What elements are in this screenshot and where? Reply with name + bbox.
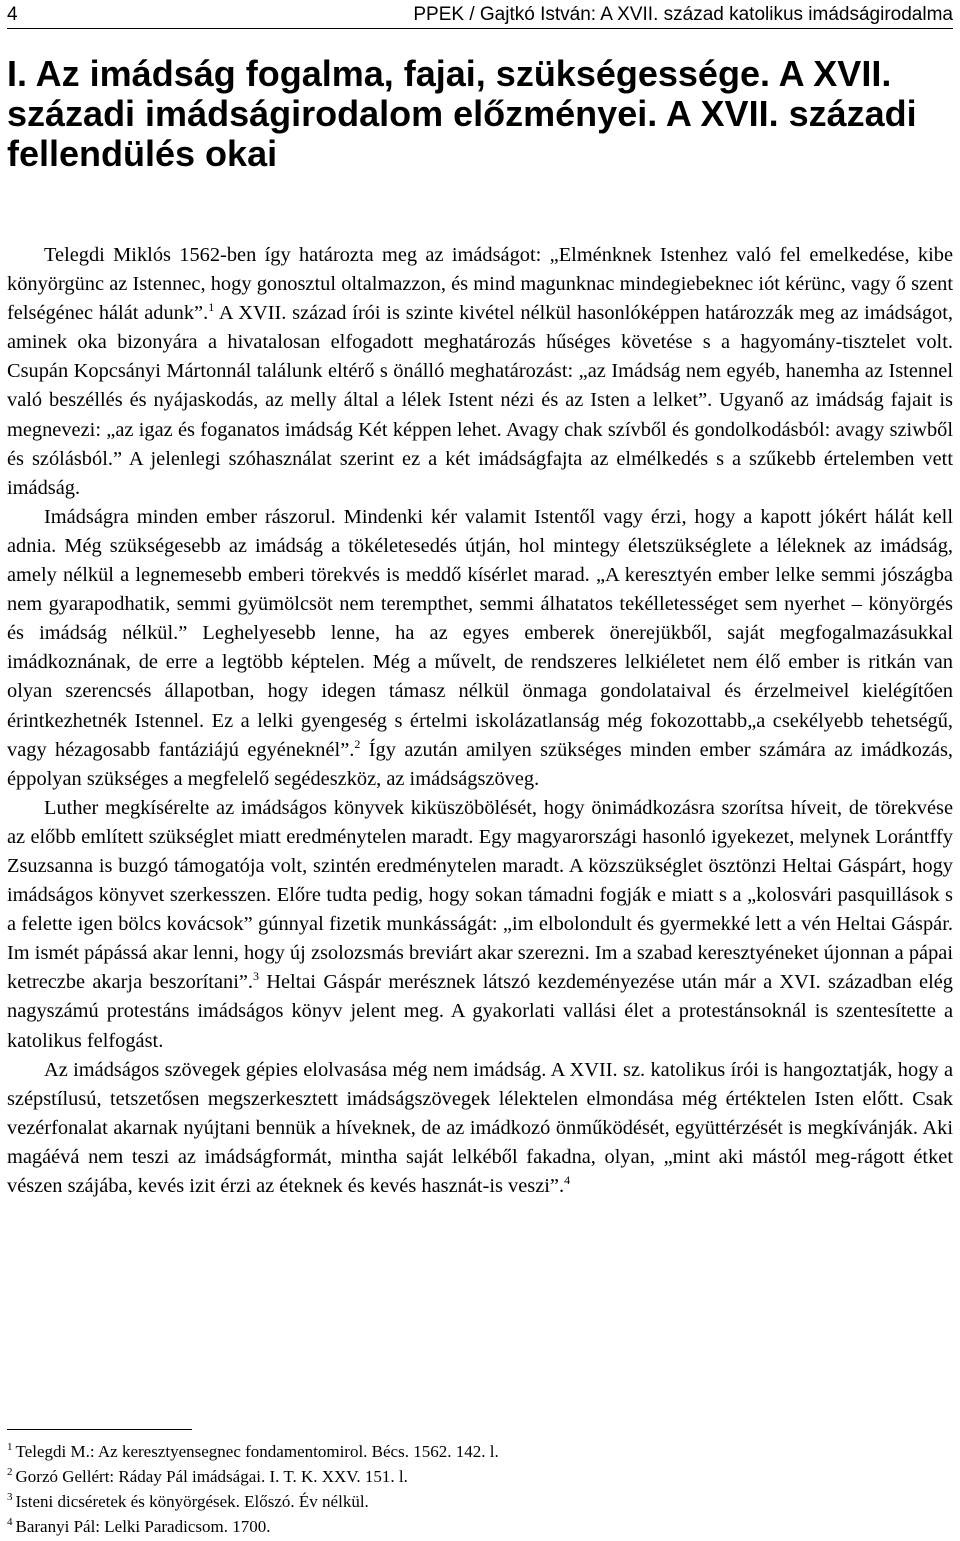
chapter-title: I. Az imádság fogalma, fajai, szükségessége. A XVII. századi imádságirodalom előzményei. A XVII. századi fellendülés okai [7, 53, 917, 174]
footnote-text: Isteni dicséretek és könyörgések. Előszó. Év nélkül. [15, 1492, 369, 1511]
page-number: 4 [7, 4, 18, 25]
footnote-number: 3 [7, 1491, 13, 1503]
footnote-1 [7, 1439, 953, 1464]
paragraph-3-text-b: Heltai Gáspár merésznek látszó kezdeményezése után már a XVI. században elég nagyszámú protestáns imádságos könyv jelent meg. A gyakorlati vallási élet a protestánsoknál is szentesítette a katolikus felfogást. [7, 971, 954, 1052]
footnote-ref-4[interactable]: 4 [564, 1173, 571, 1187]
running-title: PPEK / Gajtkó István: A XVII. század katolikus imádságirodalma [413, 4, 953, 25]
footnote-number: 4 [7, 1516, 13, 1528]
footnote-number: 1 [7, 1441, 13, 1453]
footnote-ref-1[interactable]: 1 [208, 300, 215, 315]
footnotes [7, 1439, 953, 1539]
running-header [7, 4, 953, 29]
paragraph-4-text-a: Az imádságos szövegek gépies elolvasása még nem imádság. A XVII. sz. katolikus írói is hangoztatják, hogy a szépstílusú, tetszetősen megszerkesztett imádságszövegek lélektelen elmondása még értéktelen Isten előtt. Csak vezérfonalat akarnak nyújtani bennük a híveknek, de az imádkozó önműködését, együttérzését is megkívánják. Aki magáévá nem teszi az imádságformát, mintha saját lelkéből fakadna, olyan, „mint aki mástól meg-rágott étket vészen szájába, kevés izit érzi az éteknek és kevés hasznát-is veszi”. [7, 1058, 953, 1197]
body-text [7, 241, 953, 1201]
paragraph-1-text-a: Telegdi Miklós 1562-ben így határozta meg az imádságot: „Elménknek Istenhez való fel emelkedése, kibe könyörgünc az Istennec, hogy gonosztul oltalmazzon, és mind magunknac mindegiebeknec iót kérünc, vagy ő szent felségénec hálát adunk”. [7, 244, 953, 325]
footnote-3 [7, 1489, 953, 1514]
footnote-2 [7, 1464, 953, 1489]
paragraph-1 [7, 241, 953, 503]
footnote-number: 2 [7, 1466, 13, 1478]
paragraph-3-text-a: Luther megkísérelte az imádságos könyvek kiküszöbölését, hogy önimádkozásra szorítsa híveit, de törekvése az előbb említett szükséglet miatt eredménytelen maradt. Egy magyarországi hasonló igyekezet, melynek Lorántffy Zsuzsanna is buzgó támogatója volt, szintén eredménytelen maradt. A közszükséglet ösztönzi Heltai Gáspárt, hogy imádságos könyvet szerkesszen. Előre tudta pedig, hogy sokan támadni fogják e miatt s a „kolosvári pasquillások s a felette igen bölcs kovácsok” gúnnyal fizetik munkásságát: „im elbolondult és gyermekké lett a vén Heltai Gáspár. Im ismét pápássá akar lenni, hogy új zsolozsmás breviárt akar szerezni. Im a szabad keresztyéneket újonnan a pápai ketreczbe akarja beszorítani”. [7, 796, 953, 994]
footnote-text: Telegdi M.: Az keresztyensegnec fondamentomirol. Bécs. 1562. 142. l. [15, 1442, 499, 1461]
paragraph-1-text-b: A XVII. század írói is szinte kivétel nélkül hasonlóképpen határozzák meg az imádságot, aminek oka bizonyára a hivatalosan elfogadott meghatározás hűséges követése s a hagyomány-tisztelet volt. Csupán Kopcsányi Mártonnál találunk eltérő s önálló meghatározást: „az Imádság nem egyéb, hanemha az Istennel való beszéllés és nyájaskodás, az melly által a lélek Istent nézi és az Isten a lelket”. Ugyanő az imádság fajait is megnevezi: „az igaz és foganatos imádság Két képpen lehet. Avagy chak szívből és gondolkodásból: avagy sziwből és szólásból.” A jelenlegi szóhasználat szerint ez a két imádságfajta az elmélkedés s a szűkebb értelemben vett imádság. [7, 302, 953, 499]
footnote-text: Gorzó Gellért: Ráday Pál imádságai. I. T. K. XXV. 151. l. [15, 1467, 408, 1486]
footnote-text: Baranyi Pál: Lelki Paradicsom. 1700. [15, 1517, 271, 1536]
footnote-ref-2[interactable]: 2 [354, 736, 361, 751]
paragraph-4 [7, 1056, 953, 1201]
footnote-divider [7, 1429, 192, 1430]
footnote-4 [7, 1514, 953, 1539]
paragraph-2 [7, 503, 953, 794]
footnote-ref-3[interactable]: 3 [253, 969, 260, 984]
paragraph-2-text-b: Így azután amilyen szükséges minden ember számára az imádkozás, éppolyan szükséges a megfelelő segédeszköz, az imádságszöveg. [7, 738, 953, 790]
paragraph-3 [7, 794, 953, 1056]
paragraph-2-text-a: Imádságra minden ember rászorul. Mindenki kér valamit Istentől vagy érzi, hogy a kapott jókért hálát kell adnia. Még szükségesebb az imádság a tökéletesedés útján, hol mintegy életszükséglete a léleknek az imádság, amely nélkül a legnemesebb emberi törekvés is meddő kísérlet marad. „A keresztyén ember lelke semmi jószágba nem gyarapodhatik, semmi gyümölcsöt nem terempthet, semmi álhatatos tekélletességet sem nyerhet – könyörgés és imádság nélkül.” Leghelyesebb lenne, ha az egyes emberek önerejükből, saját megfogalmazásukkal imádkoznának, de erre a legtöbb képtelen. Még a művelt, de rendszeres lelkiéletet nem élő ember is ritkán van olyan szerencsés állapotban, hogy idegen támasz nélkül önmaga gondolataival és érzelmeivel kielégítően érintkezhetnék Istennel. Ez a lelki gyengeség s értelmi iskolázatlanság még fokozottabb„a csekélyebb tehetségű, vagy hézagosabb fantáziájú egyéneknél”. [7, 505, 953, 761]
